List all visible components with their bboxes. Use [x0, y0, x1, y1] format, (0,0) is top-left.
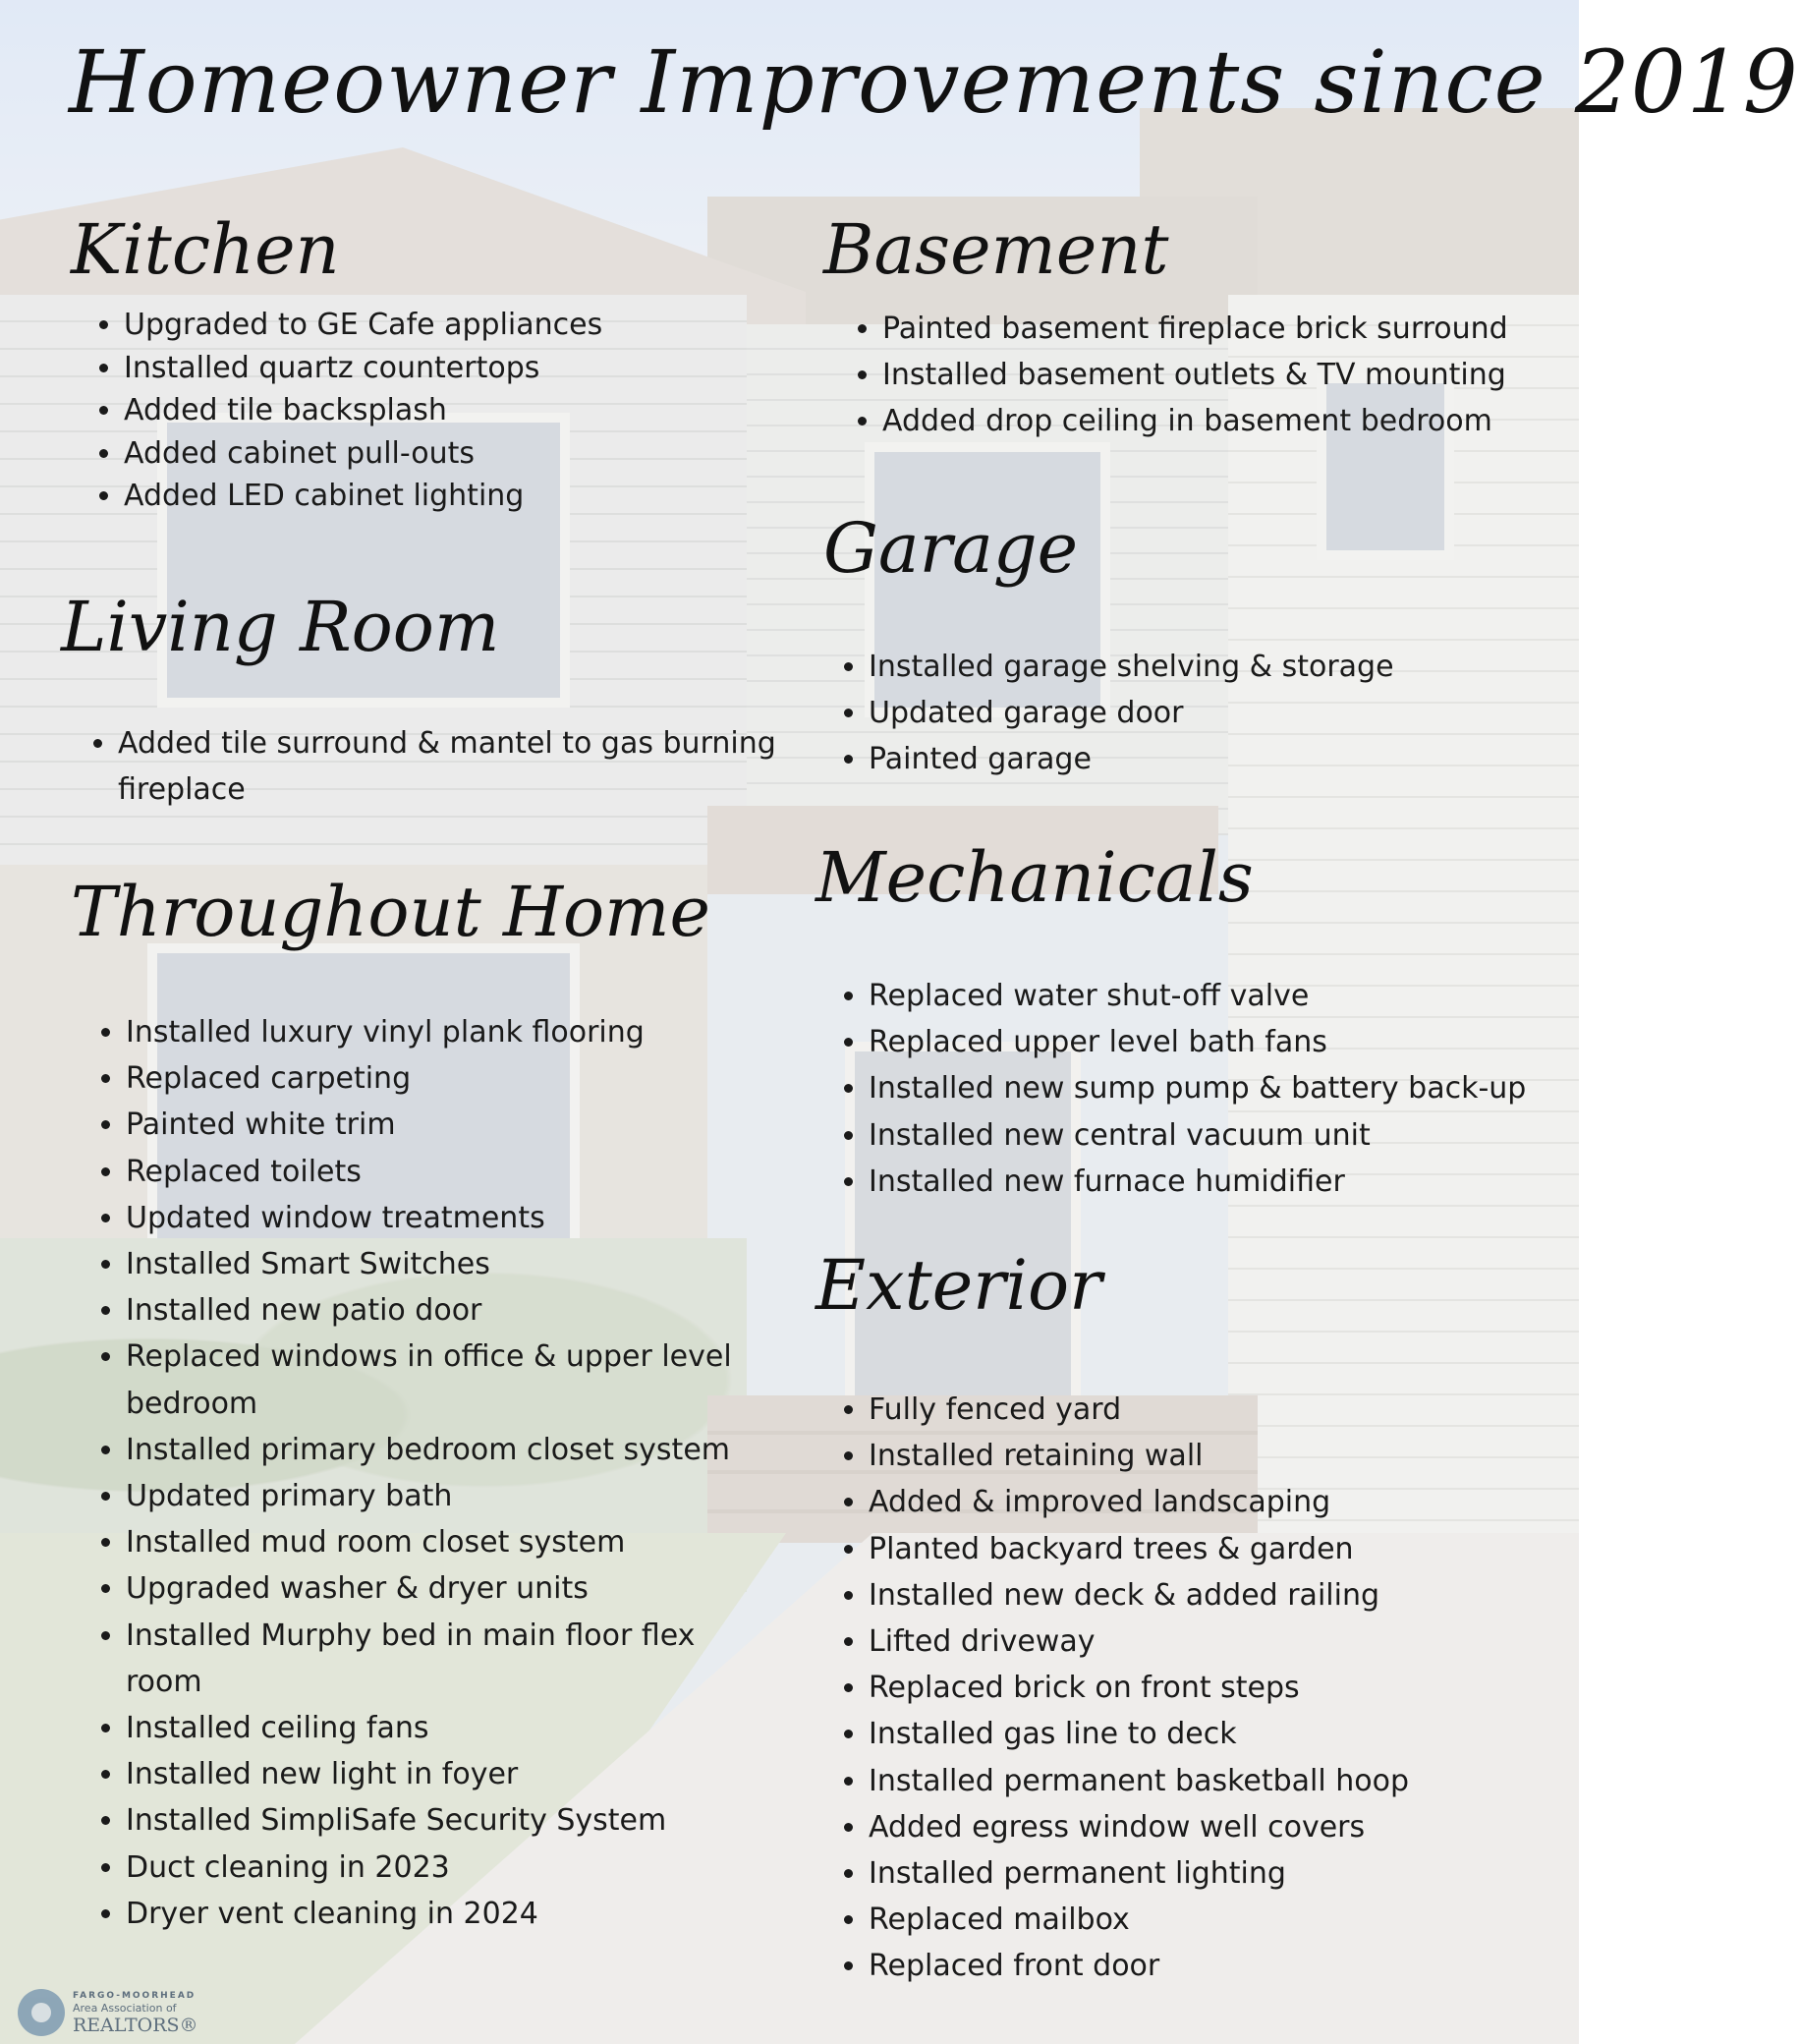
- item-list: [823, 306, 1550, 445]
- list-item: • Installed new deck & added railing: [869, 1572, 1562, 1618]
- item-list: [815, 1387, 1562, 1990]
- list-item: • Installed permanent lighting: [869, 1850, 1562, 1897]
- list-item: • Updated primary bath: [126, 1473, 778, 1519]
- list-item: • Installed gas line to deck: [869, 1711, 1562, 1757]
- list-item: • Installed luxury vinyl plank flooring: [126, 1009, 778, 1055]
- realtors-association-logo: [18, 1989, 214, 2040]
- list-item: • Installed Murphy bed in main floor flex room: [126, 1613, 778, 1705]
- item-list: [71, 1009, 778, 1937]
- item-list: [815, 973, 1562, 1205]
- list-item: • Planted backyard trees & garden: [869, 1526, 1562, 1572]
- section-heading: Basement: [823, 209, 1169, 290]
- list-item: • Added & improved landscaping: [869, 1479, 1562, 1525]
- list-item: • Fully fenced yard: [869, 1387, 1562, 1433]
- section-heading: Garage: [823, 508, 1079, 589]
- list-item: • Painted white trim: [126, 1102, 778, 1148]
- list-item: • Painted basement fireplace brick surround: [882, 306, 1550, 352]
- list-item: • Added cabinet pull-outs: [124, 432, 778, 476]
- logo-line-3: REALTORS®: [73, 2015, 198, 2036]
- section-kitchen: [71, 209, 778, 518]
- page-title: Homeowner Improvements since 2019: [69, 31, 1799, 133]
- list-item: • Installed retaining wall: [869, 1433, 1562, 1479]
- list-item: • Installed new light in foyer: [126, 1751, 778, 1797]
- list-item: • Installed basement outlets & TV mounting: [882, 352, 1550, 398]
- logo-line-1: FARGO-MOORHEAD: [73, 1991, 197, 2001]
- list-item: • Replaced windows in office & upper level bedroom: [126, 1334, 778, 1426]
- list-item: • Installed mud room closet system: [126, 1519, 778, 1565]
- list-item: • Installed permanent basketball hoop: [869, 1758, 1562, 1804]
- list-item: • Replaced water shut-off valve: [869, 973, 1562, 1019]
- section-heading: Throughout Home: [71, 872, 710, 952]
- section-mechanicals: [815, 837, 1562, 1205]
- list-item: • Added tile surround & mantel to gas burning fireplace: [118, 720, 778, 813]
- list-item: • Upgraded to GE Cafe appliances: [124, 304, 778, 347]
- list-item: • Upgraded washer & dryer units: [126, 1565, 778, 1612]
- logo-line-2: Area Association of: [73, 2002, 177, 2015]
- section-throughout-home: [71, 872, 778, 1937]
- section-heading: Living Room: [61, 587, 500, 667]
- item-list: [71, 304, 778, 518]
- list-item: • Added egress window well covers: [869, 1804, 1562, 1850]
- list-item: • Installed new patio door: [126, 1287, 778, 1334]
- section-garage: [823, 508, 1550, 783]
- section-heading: Mechanicals: [815, 837, 1254, 918]
- list-item: • Installed ceiling fans: [126, 1705, 778, 1751]
- section-basement: [823, 209, 1550, 445]
- list-item: • Installed new sump pump & battery back-up: [869, 1065, 1562, 1111]
- list-item: • Installed primary bedroom closet system: [126, 1427, 778, 1473]
- list-item: • Added tile backsplash: [124, 389, 778, 432]
- section-living-room: [61, 587, 778, 813]
- section-exterior: [815, 1245, 1562, 1990]
- item-list: [823, 644, 1550, 783]
- list-item: • Installed SimpliSafe Security System: [126, 1797, 778, 1844]
- list-item: • Installed garage shelving & storage: [869, 644, 1550, 690]
- realtors-logo-icon: [18, 1989, 65, 2036]
- list-item: • Replaced brick on front steps: [869, 1665, 1562, 1711]
- list-item: • Duct cleaning in 2023: [126, 1845, 778, 1891]
- list-item: • Replaced toilets: [126, 1149, 778, 1195]
- list-item: • Updated window treatments: [126, 1195, 778, 1241]
- list-item: • Lifted driveway: [869, 1618, 1562, 1665]
- list-item: • Added drop ceiling in basement bedroom: [882, 398, 1550, 444]
- section-heading: Kitchen: [71, 209, 340, 290]
- list-item: • Painted garage: [869, 736, 1550, 782]
- section-heading: Exterior: [815, 1245, 1102, 1326]
- list-item: • Replaced upper level bath fans: [869, 1019, 1562, 1065]
- list-item: • Dryer vent cleaning in 2024: [126, 1891, 778, 1937]
- list-item: • Replaced front door: [869, 1943, 1562, 1989]
- list-item: • Updated garage door: [869, 690, 1550, 736]
- list-item: • Added LED cabinet lighting: [124, 475, 778, 518]
- item-list: [61, 720, 778, 813]
- list-item: • Installed new central vacuum unit: [869, 1112, 1562, 1159]
- list-item: • Replaced mailbox: [869, 1897, 1562, 1943]
- list-item: • Replaced carpeting: [126, 1055, 778, 1102]
- list-item: • Installed quartz countertops: [124, 347, 778, 390]
- list-item: • Installed Smart Switches: [126, 1241, 778, 1287]
- list-item: • Installed new furnace humidifier: [869, 1159, 1562, 1205]
